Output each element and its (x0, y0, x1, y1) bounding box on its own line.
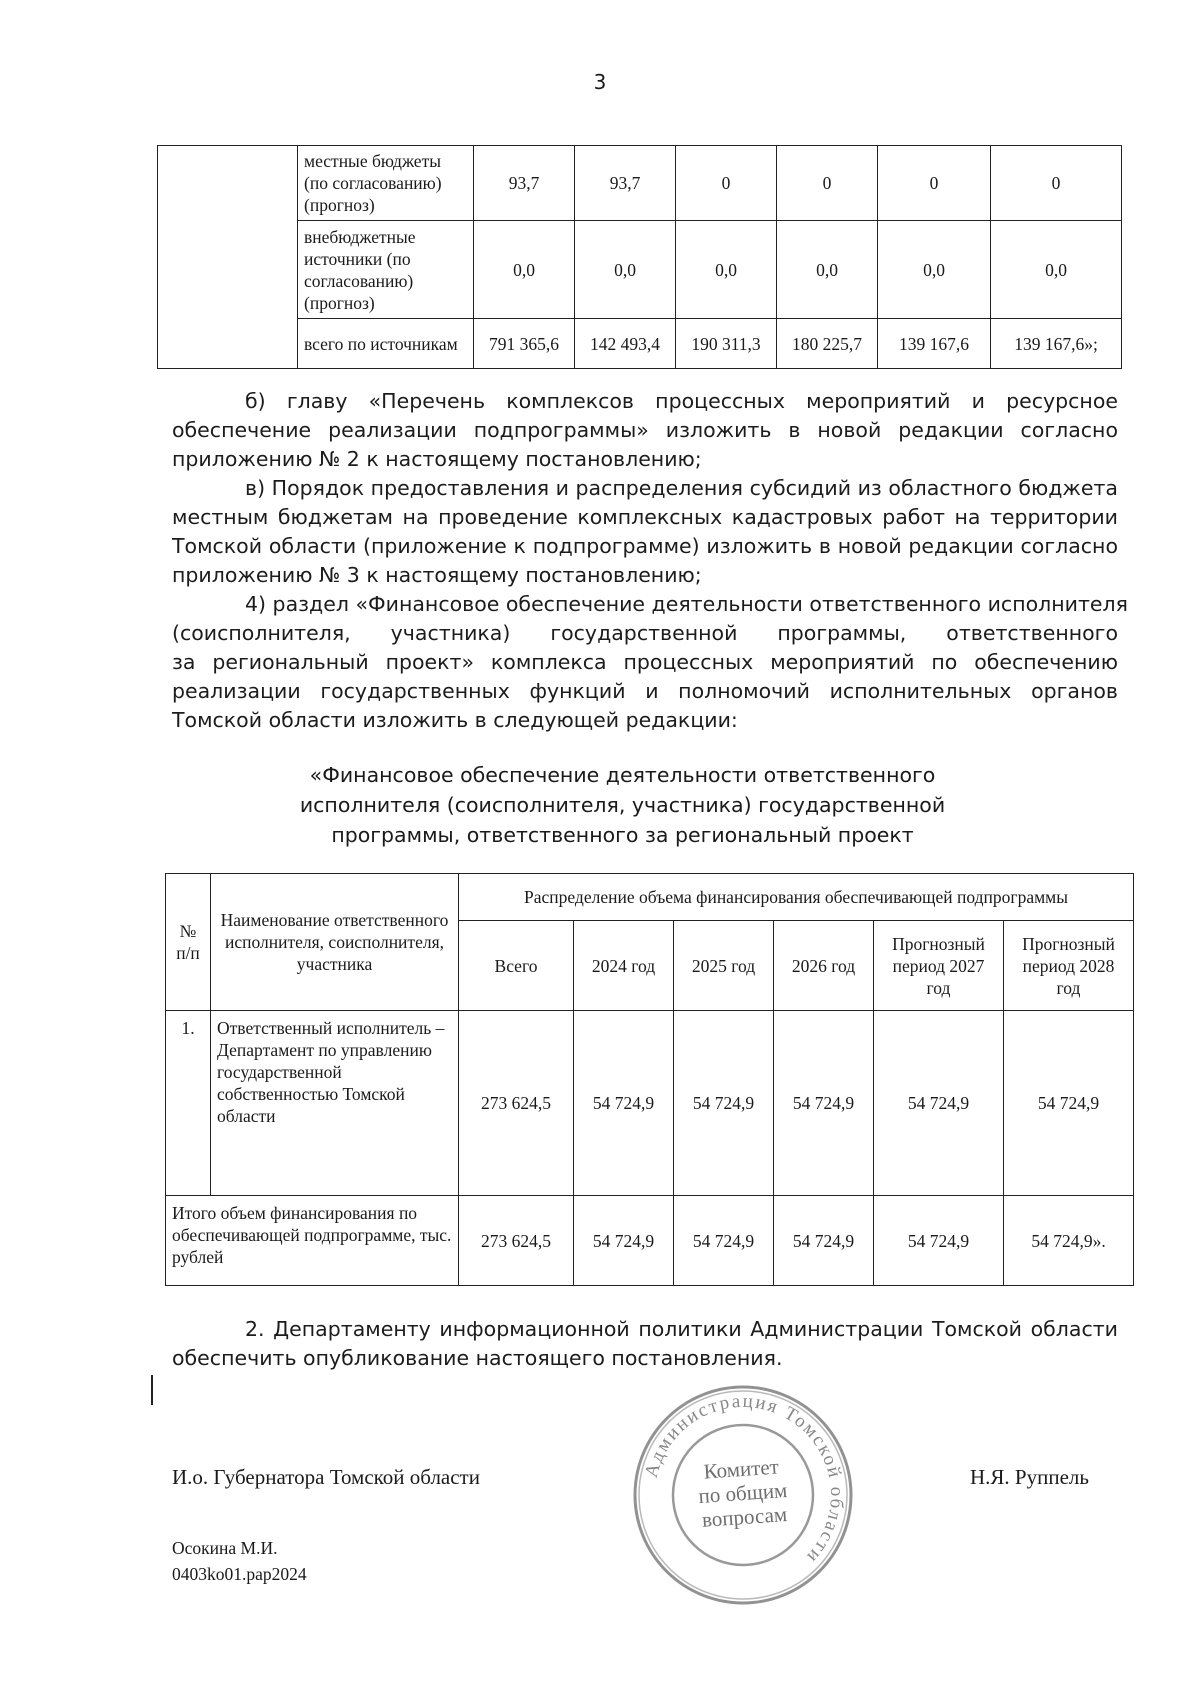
table-row (158, 146, 1122, 221)
value-cell: 54 724,9 (574, 1011, 674, 1196)
value-cell: 0,0 (575, 221, 676, 319)
col-header: Всего (459, 921, 574, 1011)
value-cell: 791 365,6 (474, 319, 575, 369)
value-cell: 190 311,3 (676, 319, 777, 369)
total-label: Итого объем финансирования по обеспечивающей подпрограмме, тыс. рублей (166, 1196, 459, 1286)
title-line: «Финансовое обеспечение деятельности ответственного (309, 763, 936, 787)
text-line: приложению № 3 к настоящему постановлению; (172, 563, 702, 587)
text-line: 4) раздел «Финансовое обеспечение деятельности ответственного исполнителя (245, 592, 1128, 616)
value-cell: 54 724,9 (874, 1196, 1004, 1286)
signatory-position: И.о. Губернатора Томской области (172, 1465, 480, 1489)
row-label: всего по источникам (298, 319, 474, 369)
text-line: в) Порядок предоставления и распределения субсидий из областного бюджета (245, 476, 1118, 500)
official-stamp (628, 1380, 858, 1610)
value-cell: 54 724,9 (674, 1196, 774, 1286)
row-label: местные бюджеты (по согласованию) (прогноз) (298, 146, 474, 221)
section-title (200, 760, 1045, 850)
value-cell: 93,7 (575, 146, 676, 221)
value-cell: 0,0 (878, 221, 991, 319)
author-block (172, 1535, 307, 1587)
svg-text:Комитет: Комитет (702, 1454, 780, 1484)
value-cell: 54 724,9». (1004, 1196, 1134, 1286)
text-cursor-bar (151, 1375, 153, 1405)
col-header-name: Наименование ответственного исполнителя, соисполнителя, участника (211, 874, 459, 1011)
value-cell: 273 624,5 (459, 1196, 574, 1286)
text-line: (соисполнителя, участника) государственной программы, ответственного (172, 621, 1118, 645)
author-file: 0403ko01.pap2024 (172, 1564, 307, 1584)
group-header: Распределение объема финансирования обеспечивающей подпрограммы (459, 874, 1134, 921)
text-line: б) главу «Перечень комплексов процессных мероприятий и ресурсное (245, 389, 1118, 413)
col-header: Прогнозный период 2028 год (1004, 921, 1134, 1011)
table-header-row (166, 874, 1134, 921)
value-cell: 54 724,9 (874, 1011, 1004, 1196)
value-cell: 0,0 (474, 221, 575, 319)
executor-financing-table (165, 873, 1134, 1286)
col-header: 2025 год (674, 921, 774, 1011)
text-line: обеспечить опубликование настоящего постановления. (172, 1346, 783, 1370)
title-line: исполнителя (соисполнителя, участника) государственной (299, 793, 946, 817)
value-cell: 139 167,6»; (991, 319, 1122, 369)
col-header: 2024 год (574, 921, 674, 1011)
value-cell: 54 724,9 (774, 1011, 874, 1196)
col-header-no: № п/п (166, 874, 211, 1011)
value-cell: 54 724,9 (1004, 1011, 1134, 1196)
value-cell: 0 (878, 146, 991, 221)
svg-text:вопросам: вопросам (701, 1502, 788, 1532)
text-line: Томской области изложить в следующей редакции: (172, 708, 738, 732)
text-line: 2. Департаменту информационной политики Администрации Томской области (245, 1317, 1118, 1341)
text-line: Томской области (приложение к подпрограмме) изложить в новой редакции согласно (172, 534, 1118, 558)
executor-name: Ответственный исполнитель – Департамент по управлению государственной собственностью Томской области (211, 1011, 459, 1196)
value-cell: 0,0 (676, 221, 777, 319)
value-cell: 0 (991, 146, 1122, 221)
value-cell: 54 724,9 (674, 1011, 774, 1196)
value-cell: 0,0 (777, 221, 878, 319)
funding-sources-table (157, 145, 1122, 369)
value-cell: 0 (676, 146, 777, 221)
value-cell: 273 624,5 (459, 1011, 574, 1196)
value-cell: 0 (777, 146, 878, 221)
row-number: 1. (166, 1011, 211, 1196)
value-cell: 54 724,9 (574, 1196, 674, 1286)
table-total-row (166, 1196, 1134, 1286)
text-line: местным бюджетам на проведение комплексных кадастровых работ на территории (172, 505, 1118, 529)
row-label: внебюджетные источники (по согласованию) (прогноз) (298, 221, 474, 319)
svg-text:Администрация Томской области: Администрация Томской области (640, 1390, 848, 1569)
value-cell: 180 225,7 (777, 319, 878, 369)
text-line: реализации государственных функций и полномочий исполнительных органов (172, 679, 1118, 703)
title-line: программы, ответственного за региональный проект (331, 823, 914, 847)
table-row (166, 1011, 1134, 1196)
value-cell: 93,7 (474, 146, 575, 221)
svg-text:по общим: по общим (697, 1477, 789, 1509)
text-line: за региональный проект» комплекса процессных мероприятий по обеспечению (172, 650, 1118, 674)
table-row (158, 319, 1122, 369)
value-cell: 142 493,4 (575, 319, 676, 369)
page-number: 3 (593, 70, 607, 94)
text-line: обеспечение реализации подпрограммы» изложить в новой редакции согласно (172, 418, 1118, 442)
col-header: Прогнозный период 2027 год (874, 921, 1004, 1011)
text-line: приложению № 2 к настоящему постановлению; (172, 447, 702, 471)
value-cell: 139 167,6 (878, 319, 991, 369)
author-name: Осокина М.И. (172, 1538, 278, 1558)
value-cell: 0,0 (991, 221, 1122, 319)
empty-cell (158, 146, 298, 369)
table-row (158, 221, 1122, 319)
value-cell: 54 724,9 (774, 1196, 874, 1286)
col-header: 2026 год (774, 921, 874, 1011)
signatory-name: Н.Я. Руппель (970, 1465, 1089, 1489)
